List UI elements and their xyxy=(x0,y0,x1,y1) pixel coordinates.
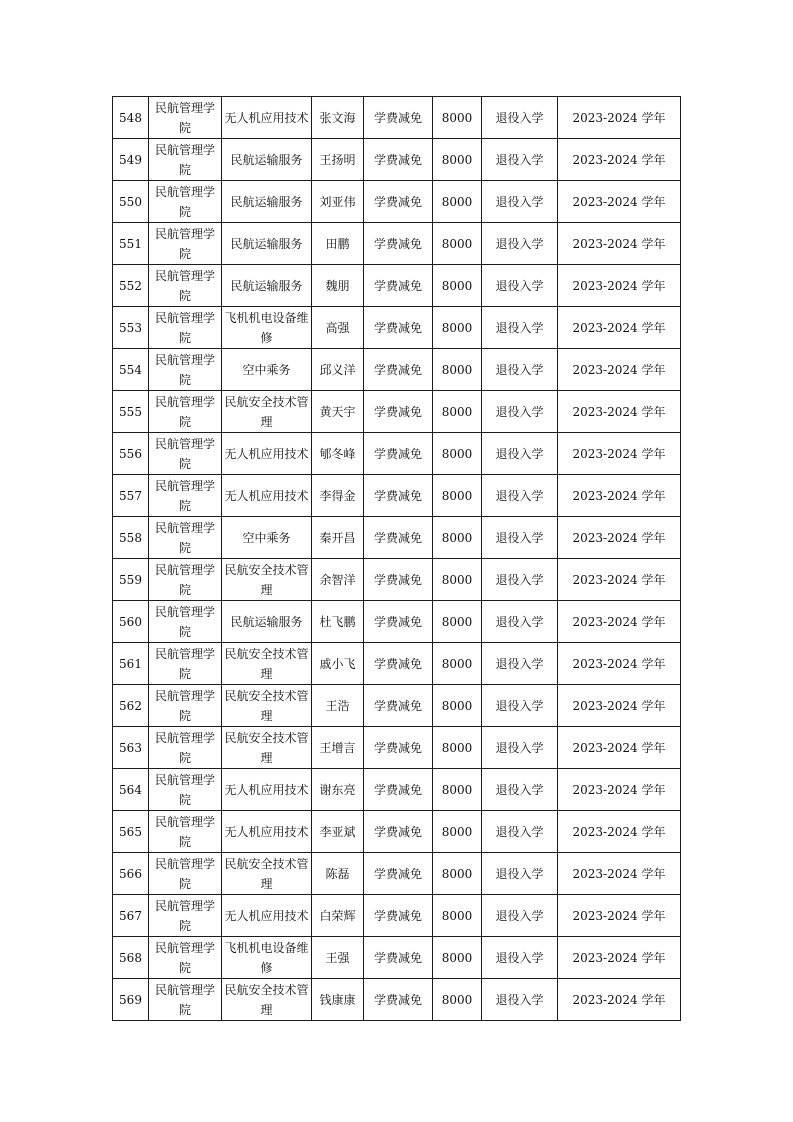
table-row xyxy=(113,853,681,895)
item-cell: 学费减免 xyxy=(364,139,433,181)
row-number: 556 xyxy=(113,433,149,475)
year-cell: 2023-2024 学年 xyxy=(558,139,681,181)
college-cell: 民航管理学院 xyxy=(149,517,222,559)
category-cell: 退役入学 xyxy=(482,601,558,643)
item-cell: 学费减免 xyxy=(364,517,433,559)
name-cell: 李得金 xyxy=(312,475,364,517)
row-number: 564 xyxy=(113,769,149,811)
amount-cell: 8000 xyxy=(433,979,482,1021)
major-cell: 民航运输服务 xyxy=(222,181,312,223)
item-cell: 学费减免 xyxy=(364,349,433,391)
row-number: 557 xyxy=(113,475,149,517)
table-row xyxy=(113,139,681,181)
major-cell: 空中乘务 xyxy=(222,517,312,559)
college-cell: 民航管理学院 xyxy=(149,685,222,727)
college-cell: 民航管理学院 xyxy=(149,643,222,685)
category-cell: 退役入学 xyxy=(482,307,558,349)
college-cell: 民航管理学院 xyxy=(149,475,222,517)
amount-cell: 8000 xyxy=(433,601,482,643)
major-cell: 民航安全技术管理 xyxy=(222,643,312,685)
amount-cell: 8000 xyxy=(433,307,482,349)
major-cell: 民航运输服务 xyxy=(222,265,312,307)
amount-cell: 8000 xyxy=(433,853,482,895)
item-cell: 学费减免 xyxy=(364,727,433,769)
year-cell: 2023-2024 学年 xyxy=(558,181,681,223)
college-cell: 民航管理学院 xyxy=(149,727,222,769)
category-cell: 退役入学 xyxy=(482,853,558,895)
name-cell: 王浩 xyxy=(312,685,364,727)
category-cell: 退役入学 xyxy=(482,811,558,853)
major-cell: 民航安全技术管理 xyxy=(222,685,312,727)
name-cell: 高强 xyxy=(312,307,364,349)
year-cell: 2023-2024 学年 xyxy=(558,349,681,391)
name-cell: 白荣辉 xyxy=(312,895,364,937)
table-row xyxy=(113,223,681,265)
major-cell: 民航运输服务 xyxy=(222,139,312,181)
item-cell: 学费减免 xyxy=(364,559,433,601)
major-cell: 无人机应用技术 xyxy=(222,433,312,475)
amount-cell: 8000 xyxy=(433,769,482,811)
amount-cell: 8000 xyxy=(433,685,482,727)
college-cell: 民航管理学院 xyxy=(149,601,222,643)
college-cell: 民航管理学院 xyxy=(149,181,222,223)
row-number: 562 xyxy=(113,685,149,727)
major-cell: 民航安全技术管理 xyxy=(222,979,312,1021)
major-cell: 民航安全技术管理 xyxy=(222,853,312,895)
table-row xyxy=(113,643,681,685)
major-cell: 民航安全技术管理 xyxy=(222,391,312,433)
year-cell: 2023-2024 学年 xyxy=(558,475,681,517)
college-cell: 民航管理学院 xyxy=(149,139,222,181)
name-cell: 刘亚伟 xyxy=(312,181,364,223)
item-cell: 学费减免 xyxy=(364,643,433,685)
records-body xyxy=(113,97,681,1021)
year-cell: 2023-2024 学年 xyxy=(558,517,681,559)
row-number: 549 xyxy=(113,139,149,181)
table-row xyxy=(113,811,681,853)
item-cell: 学费减免 xyxy=(364,433,433,475)
name-cell: 戚小飞 xyxy=(312,643,364,685)
amount-cell: 8000 xyxy=(433,433,482,475)
row-number: 567 xyxy=(113,895,149,937)
year-cell: 2023-2024 学年 xyxy=(558,937,681,979)
name-cell: 郇冬峰 xyxy=(312,433,364,475)
name-cell: 余智洋 xyxy=(312,559,364,601)
table-row xyxy=(113,475,681,517)
major-cell: 空中乘务 xyxy=(222,349,312,391)
records-table xyxy=(112,96,681,1021)
year-cell: 2023-2024 学年 xyxy=(558,853,681,895)
category-cell: 退役入学 xyxy=(482,685,558,727)
name-cell: 杜飞鹏 xyxy=(312,601,364,643)
amount-cell: 8000 xyxy=(433,391,482,433)
row-number: 555 xyxy=(113,391,149,433)
row-number: 552 xyxy=(113,265,149,307)
year-cell: 2023-2024 学年 xyxy=(558,811,681,853)
college-cell: 民航管理学院 xyxy=(149,811,222,853)
category-cell: 退役入学 xyxy=(482,181,558,223)
major-cell: 民航运输服务 xyxy=(222,223,312,265)
amount-cell: 8000 xyxy=(433,475,482,517)
name-cell: 秦开昌 xyxy=(312,517,364,559)
item-cell: 学费减免 xyxy=(364,307,433,349)
category-cell: 退役入学 xyxy=(482,97,558,139)
major-cell: 无人机应用技术 xyxy=(222,475,312,517)
table-row xyxy=(113,181,681,223)
year-cell: 2023-2024 学年 xyxy=(558,223,681,265)
document-page xyxy=(112,96,680,1021)
name-cell: 张文海 xyxy=(312,97,364,139)
amount-cell: 8000 xyxy=(433,223,482,265)
amount-cell: 8000 xyxy=(433,895,482,937)
college-cell: 民航管理学院 xyxy=(149,895,222,937)
major-cell: 无人机应用技术 xyxy=(222,769,312,811)
row-number: 551 xyxy=(113,223,149,265)
item-cell: 学费减免 xyxy=(364,937,433,979)
amount-cell: 8000 xyxy=(433,727,482,769)
amount-cell: 8000 xyxy=(433,811,482,853)
name-cell: 黄天宇 xyxy=(312,391,364,433)
row-number: 553 xyxy=(113,307,149,349)
year-cell: 2023-2024 学年 xyxy=(558,601,681,643)
name-cell: 王增言 xyxy=(312,727,364,769)
row-number: 560 xyxy=(113,601,149,643)
amount-cell: 8000 xyxy=(433,643,482,685)
table-row xyxy=(113,307,681,349)
year-cell: 2023-2024 学年 xyxy=(558,979,681,1021)
table-row xyxy=(113,727,681,769)
row-number: 569 xyxy=(113,979,149,1021)
year-cell: 2023-2024 学年 xyxy=(558,433,681,475)
category-cell: 退役入学 xyxy=(482,643,558,685)
name-cell: 田鹏 xyxy=(312,223,364,265)
category-cell: 退役入学 xyxy=(482,937,558,979)
item-cell: 学费减免 xyxy=(364,979,433,1021)
year-cell: 2023-2024 学年 xyxy=(558,391,681,433)
category-cell: 退役入学 xyxy=(482,139,558,181)
table-row xyxy=(113,391,681,433)
amount-cell: 8000 xyxy=(433,517,482,559)
row-number: 554 xyxy=(113,349,149,391)
college-cell: 民航管理学院 xyxy=(149,559,222,601)
name-cell: 魏朋 xyxy=(312,265,364,307)
name-cell: 王扬明 xyxy=(312,139,364,181)
year-cell: 2023-2024 学年 xyxy=(558,769,681,811)
category-cell: 退役入学 xyxy=(482,895,558,937)
major-cell: 飞机机电设备维修 xyxy=(222,937,312,979)
amount-cell: 8000 xyxy=(433,937,482,979)
item-cell: 学费减免 xyxy=(364,223,433,265)
major-cell: 无人机应用技术 xyxy=(222,97,312,139)
table-row xyxy=(113,979,681,1021)
row-number: 565 xyxy=(113,811,149,853)
college-cell: 民航管理学院 xyxy=(149,223,222,265)
amount-cell: 8000 xyxy=(433,181,482,223)
table-row xyxy=(113,685,681,727)
item-cell: 学费减免 xyxy=(364,769,433,811)
item-cell: 学费减免 xyxy=(364,181,433,223)
item-cell: 学费减免 xyxy=(364,685,433,727)
item-cell: 学费减免 xyxy=(364,391,433,433)
name-cell: 王强 xyxy=(312,937,364,979)
college-cell: 民航管理学院 xyxy=(149,979,222,1021)
year-cell: 2023-2024 学年 xyxy=(558,559,681,601)
year-cell: 2023-2024 学年 xyxy=(558,727,681,769)
major-cell: 民航安全技术管理 xyxy=(222,727,312,769)
table-row xyxy=(113,895,681,937)
major-cell: 飞机机电设备维修 xyxy=(222,307,312,349)
major-cell: 无人机应用技术 xyxy=(222,811,312,853)
table-row xyxy=(113,517,681,559)
amount-cell: 8000 xyxy=(433,97,482,139)
item-cell: 学费减免 xyxy=(364,97,433,139)
table-row xyxy=(113,265,681,307)
year-cell: 2023-2024 学年 xyxy=(558,265,681,307)
year-cell: 2023-2024 学年 xyxy=(558,97,681,139)
table-row xyxy=(113,601,681,643)
table-row xyxy=(113,433,681,475)
college-cell: 民航管理学院 xyxy=(149,349,222,391)
college-cell: 民航管理学院 xyxy=(149,433,222,475)
college-cell: 民航管理学院 xyxy=(149,97,222,139)
row-number: 559 xyxy=(113,559,149,601)
item-cell: 学费减免 xyxy=(364,853,433,895)
name-cell: 邱义洋 xyxy=(312,349,364,391)
item-cell: 学费减免 xyxy=(364,475,433,517)
category-cell: 退役入学 xyxy=(482,433,558,475)
year-cell: 2023-2024 学年 xyxy=(558,895,681,937)
college-cell: 民航管理学院 xyxy=(149,265,222,307)
college-cell: 民航管理学院 xyxy=(149,307,222,349)
name-cell: 钱康康 xyxy=(312,979,364,1021)
amount-cell: 8000 xyxy=(433,349,482,391)
category-cell: 退役入学 xyxy=(482,265,558,307)
item-cell: 学费减免 xyxy=(364,265,433,307)
major-cell: 民航安全技术管理 xyxy=(222,559,312,601)
name-cell: 谢东亮 xyxy=(312,769,364,811)
category-cell: 退役入学 xyxy=(482,727,558,769)
major-cell: 无人机应用技术 xyxy=(222,895,312,937)
table-row xyxy=(113,937,681,979)
college-cell: 民航管理学院 xyxy=(149,853,222,895)
row-number: 548 xyxy=(113,97,149,139)
amount-cell: 8000 xyxy=(433,559,482,601)
name-cell: 陈磊 xyxy=(312,853,364,895)
category-cell: 退役入学 xyxy=(482,475,558,517)
category-cell: 退役入学 xyxy=(482,517,558,559)
college-cell: 民航管理学院 xyxy=(149,391,222,433)
row-number: 561 xyxy=(113,643,149,685)
year-cell: 2023-2024 学年 xyxy=(558,307,681,349)
category-cell: 退役入学 xyxy=(482,349,558,391)
category-cell: 退役入学 xyxy=(482,769,558,811)
table-row xyxy=(113,559,681,601)
major-cell: 民航运输服务 xyxy=(222,601,312,643)
college-cell: 民航管理学院 xyxy=(149,769,222,811)
row-number: 563 xyxy=(113,727,149,769)
category-cell: 退役入学 xyxy=(482,391,558,433)
category-cell: 退役入学 xyxy=(482,223,558,265)
year-cell: 2023-2024 学年 xyxy=(558,685,681,727)
row-number: 568 xyxy=(113,937,149,979)
table-row xyxy=(113,97,681,139)
item-cell: 学费减免 xyxy=(364,811,433,853)
year-cell: 2023-2024 学年 xyxy=(558,643,681,685)
row-number: 558 xyxy=(113,517,149,559)
name-cell: 李亚斌 xyxy=(312,811,364,853)
college-cell: 民航管理学院 xyxy=(149,937,222,979)
item-cell: 学费减免 xyxy=(364,895,433,937)
category-cell: 退役入学 xyxy=(482,559,558,601)
row-number: 566 xyxy=(113,853,149,895)
amount-cell: 8000 xyxy=(433,265,482,307)
table-row xyxy=(113,349,681,391)
amount-cell: 8000 xyxy=(433,139,482,181)
category-cell: 退役入学 xyxy=(482,979,558,1021)
row-number: 550 xyxy=(113,181,149,223)
item-cell: 学费减免 xyxy=(364,601,433,643)
table-row xyxy=(113,769,681,811)
